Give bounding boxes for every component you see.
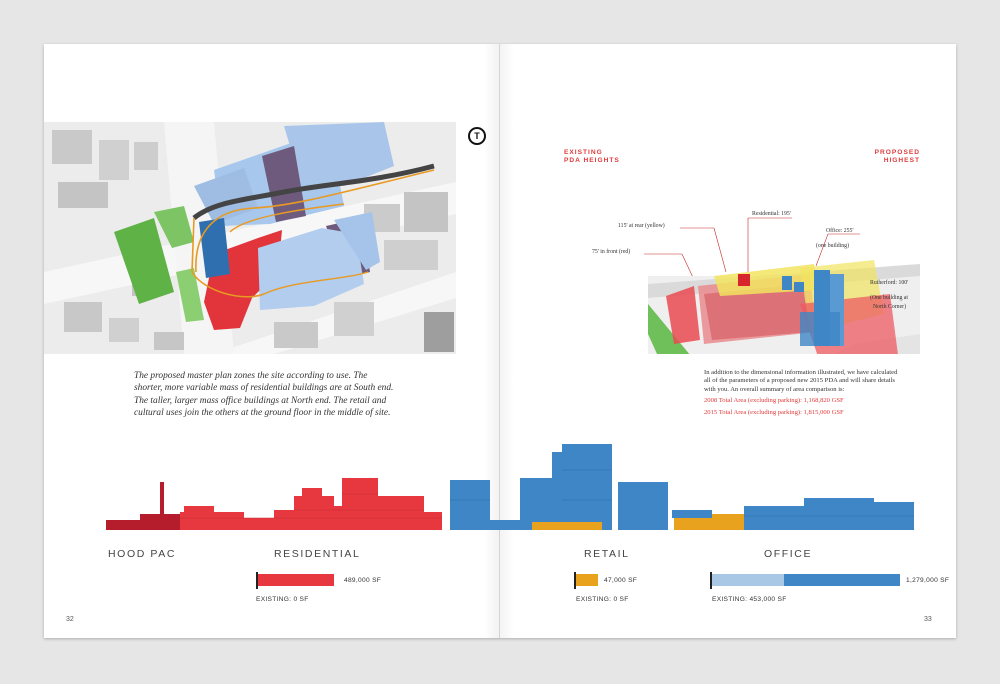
- proposed-title-line1: PROPOSED: [874, 149, 920, 156]
- office-existing-bar: [712, 574, 784, 586]
- existing-heights-title: [564, 149, 620, 165]
- retail-area-value: 47,000 SF: [604, 577, 638, 584]
- book-spread: [44, 44, 956, 638]
- existing-title-line1: EXISTING: [564, 149, 603, 156]
- area-summary-text: [704, 369, 904, 417]
- office-existing-label: EXISTING: 453,000 SF: [712, 596, 787, 603]
- category-office: OFFICE: [764, 548, 813, 560]
- map-caption: The proposed master plan zones the site according to use. The shorter, more variable mass of residential buildings are at South end. The taller, larger mass office buildings at North end. The retail and cultural uses join the others at the ground floor in the middle of site.: [134, 371, 394, 418]
- callout-rear-yellow: 115' at rear (yellow): [618, 223, 665, 229]
- residential-existing-label: EXISTING: 0 SF: [256, 596, 309, 603]
- category-retail: RETAIL: [584, 548, 630, 560]
- area-2008-line: 2008 Total Area (excluding parking): 1,168,820 GSF: [704, 397, 844, 405]
- left-page-number: 32: [66, 616, 74, 623]
- proposed-highest-title: [870, 149, 920, 165]
- residential-area-value: 489,000 SF: [344, 577, 382, 584]
- category-residential: RESIDENTIAL: [274, 548, 361, 560]
- callout-office: Office: 255': [826, 228, 854, 234]
- office-area-value: 1,279,000 SF: [906, 577, 950, 584]
- callout-front-red: 75' in front (red): [592, 249, 631, 255]
- transit-icon-circle: T: [468, 127, 486, 145]
- residential-area-bar: [258, 574, 334, 586]
- callout-residential: Residential: 195': [752, 211, 791, 217]
- proposed-title-line2: HIGHEST: [883, 157, 920, 164]
- existing-title-line2: PDA HEIGHTS: [564, 157, 620, 164]
- skyline-elevation: [44, 440, 956, 534]
- area-summary-paragraph: In addition to the dimensional information illustrated, we have calculated all of the parameters of a proposed new 2015 PDA and will share details with you. An overall summary of area comparison is:: [704, 369, 898, 393]
- callout-office-sub: (one building): [816, 243, 850, 249]
- office-area-bar: [784, 574, 900, 586]
- retail-existing-label: EXISTING: 0 SF: [576, 596, 629, 603]
- right-page-number: 33: [924, 616, 932, 623]
- callout-rutherford-sub1: (One building at: [870, 295, 908, 301]
- retail-area-bar: [576, 574, 598, 586]
- gutter-fold: [499, 44, 500, 638]
- area-2015-line: 2015 Total Area (excluding parking): 1,815,000 GSF: [704, 408, 844, 416]
- callout-rutherford-sub2: North Corner): [873, 304, 907, 310]
- site-plan-map: [44, 122, 456, 354]
- heights-diagram-box: [604, 232, 920, 354]
- category-hood-pac: HOOD PAC: [108, 548, 177, 560]
- callout-rutherford: Rutherford: 100': [870, 280, 909, 286]
